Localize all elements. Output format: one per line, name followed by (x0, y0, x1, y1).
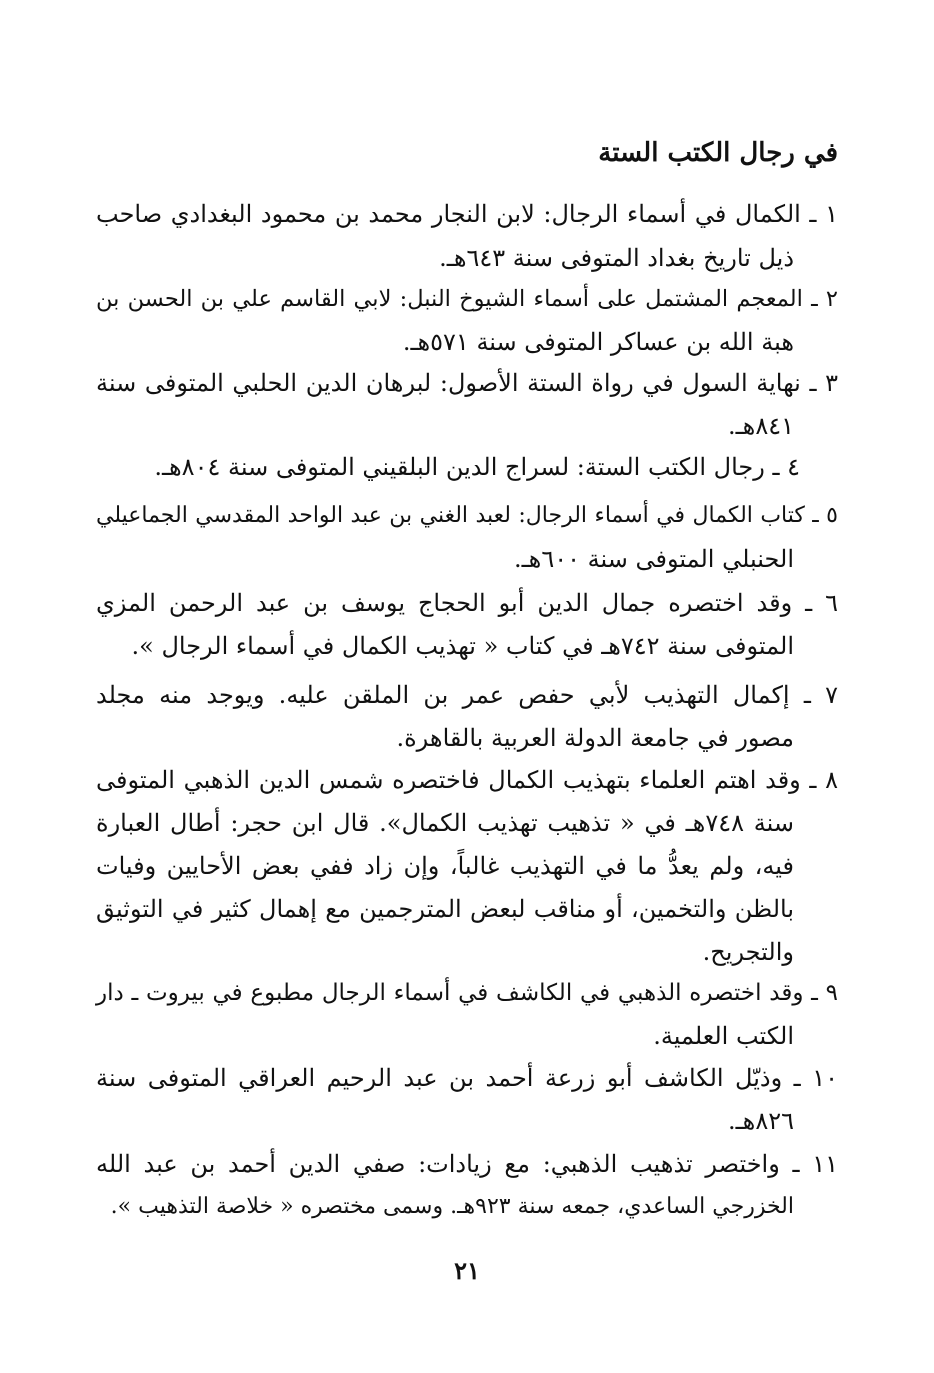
entry-11-line-1: ١١ ـ واختصر تذهيب الذهبي: مع زيادات: صفي الدين أحمد بن عبد الله (96, 1150, 838, 1178)
entry-5-line-1: ٥ ـ كتاب الكمال في أسماء الرجال: لعبد الغني بن عبد الواحد المقدسي الجماعيلي (96, 503, 838, 528)
entry-8-line-5: والتجريح. (702, 938, 794, 966)
entry-2-line-2: هبة الله بن عساكر المتوفى سنة ٥٧١هـ. (402, 328, 794, 356)
entry-3-line-1: ٣ ـ نهاية السول في رواة الستة الأصول: لبرهان الدين الحلبي المتوفى سنة (96, 369, 838, 397)
entry-7-line-2: مصور في جامعة الدولة العربية بالقاهرة. (396, 724, 794, 752)
entry-11-line-2: الخزرجي الساعدي، جمعه سنة ٩٢٣هـ. وسمى مختصره « خلاصة التذهيب ». (110, 1194, 794, 1219)
entry-1-line-1: ١ ـ الكمال في أسماء الرجال: لابن النجار محمد بن محمود البغدادي صاحب (96, 200, 838, 228)
entry-4-line-1: ٤ ـ رجال الكتب الستة: لسراج الدين البلقيني المتوفى سنة ٨٠٤هـ. (154, 453, 800, 481)
entry-10-line-1: ١٠ ـ وذيّل الكاشف أبو زرعة أحمد بن عبد الرحيم العراقي المتوفى سنة (96, 1064, 838, 1092)
entry-8-line-2: سنة ٧٤٨هـ في « تذهيب تهذيب الكمال». قال ابن حجر: أطال العبارة (96, 809, 794, 837)
entry-10-line-2: ٨٢٦هـ. (728, 1107, 794, 1135)
entry-5-line-2: الحنبلي المتوفى سنة ٦٠٠هـ. (514, 545, 794, 573)
page-heading: في رجال الكتب الستة (598, 138, 838, 168)
entry-9-line-1: ٩ ـ وقد اختصره الذهبي في الكاشف في أسماء الرجال مطبوع في بيروت ـ دار (96, 980, 838, 1006)
entry-8-line-3: فيه، ولم يعدُّ ما في التهذيب غالباً، وإن زاد ففي بعض الأحايين وفيات (96, 852, 794, 880)
entry-8-line-4: بالظن والتخمين، أو مناقب لبعض المترجمين مع إهمال كثير في التوثيق (96, 895, 794, 923)
entry-1-line-2: ذيل تاريخ بغداد المتوفى سنة ٦٤٣هـ. (439, 244, 794, 272)
entry-2-line-1: ٢ ـ المعجم المشتمل على أسماء الشيوخ النبل: لابي القاسم علي بن الحسن بن (96, 286, 838, 312)
entry-9-line-2: الكتب العلمية. (653, 1022, 794, 1050)
entry-7-line-1: ٧ ـ إكمال التهذيب لأبي حفص عمر بن الملقن عليه. ويوجد منه مجلد (96, 681, 838, 709)
entry-6-line-2: المتوفى سنة ٧٤٢هـ في كتاب « تهذيب الكمال في أسماء الرجال ». (131, 632, 794, 660)
entry-3-line-2: ٨٤١هـ. (728, 412, 794, 440)
page-number: ٢١ (454, 1256, 480, 1285)
entry-8-line-1: ٨ ـ وقد اهتم العلماء بتهذيب الكمال فاختصره شمس الدين الذهبي المتوفى (96, 766, 838, 794)
entry-6-line-1: ٦ ـ وقد اختصره جمال الدين أبو الحجاج يوسف بن عبد الرحمن المزي (96, 589, 838, 617)
